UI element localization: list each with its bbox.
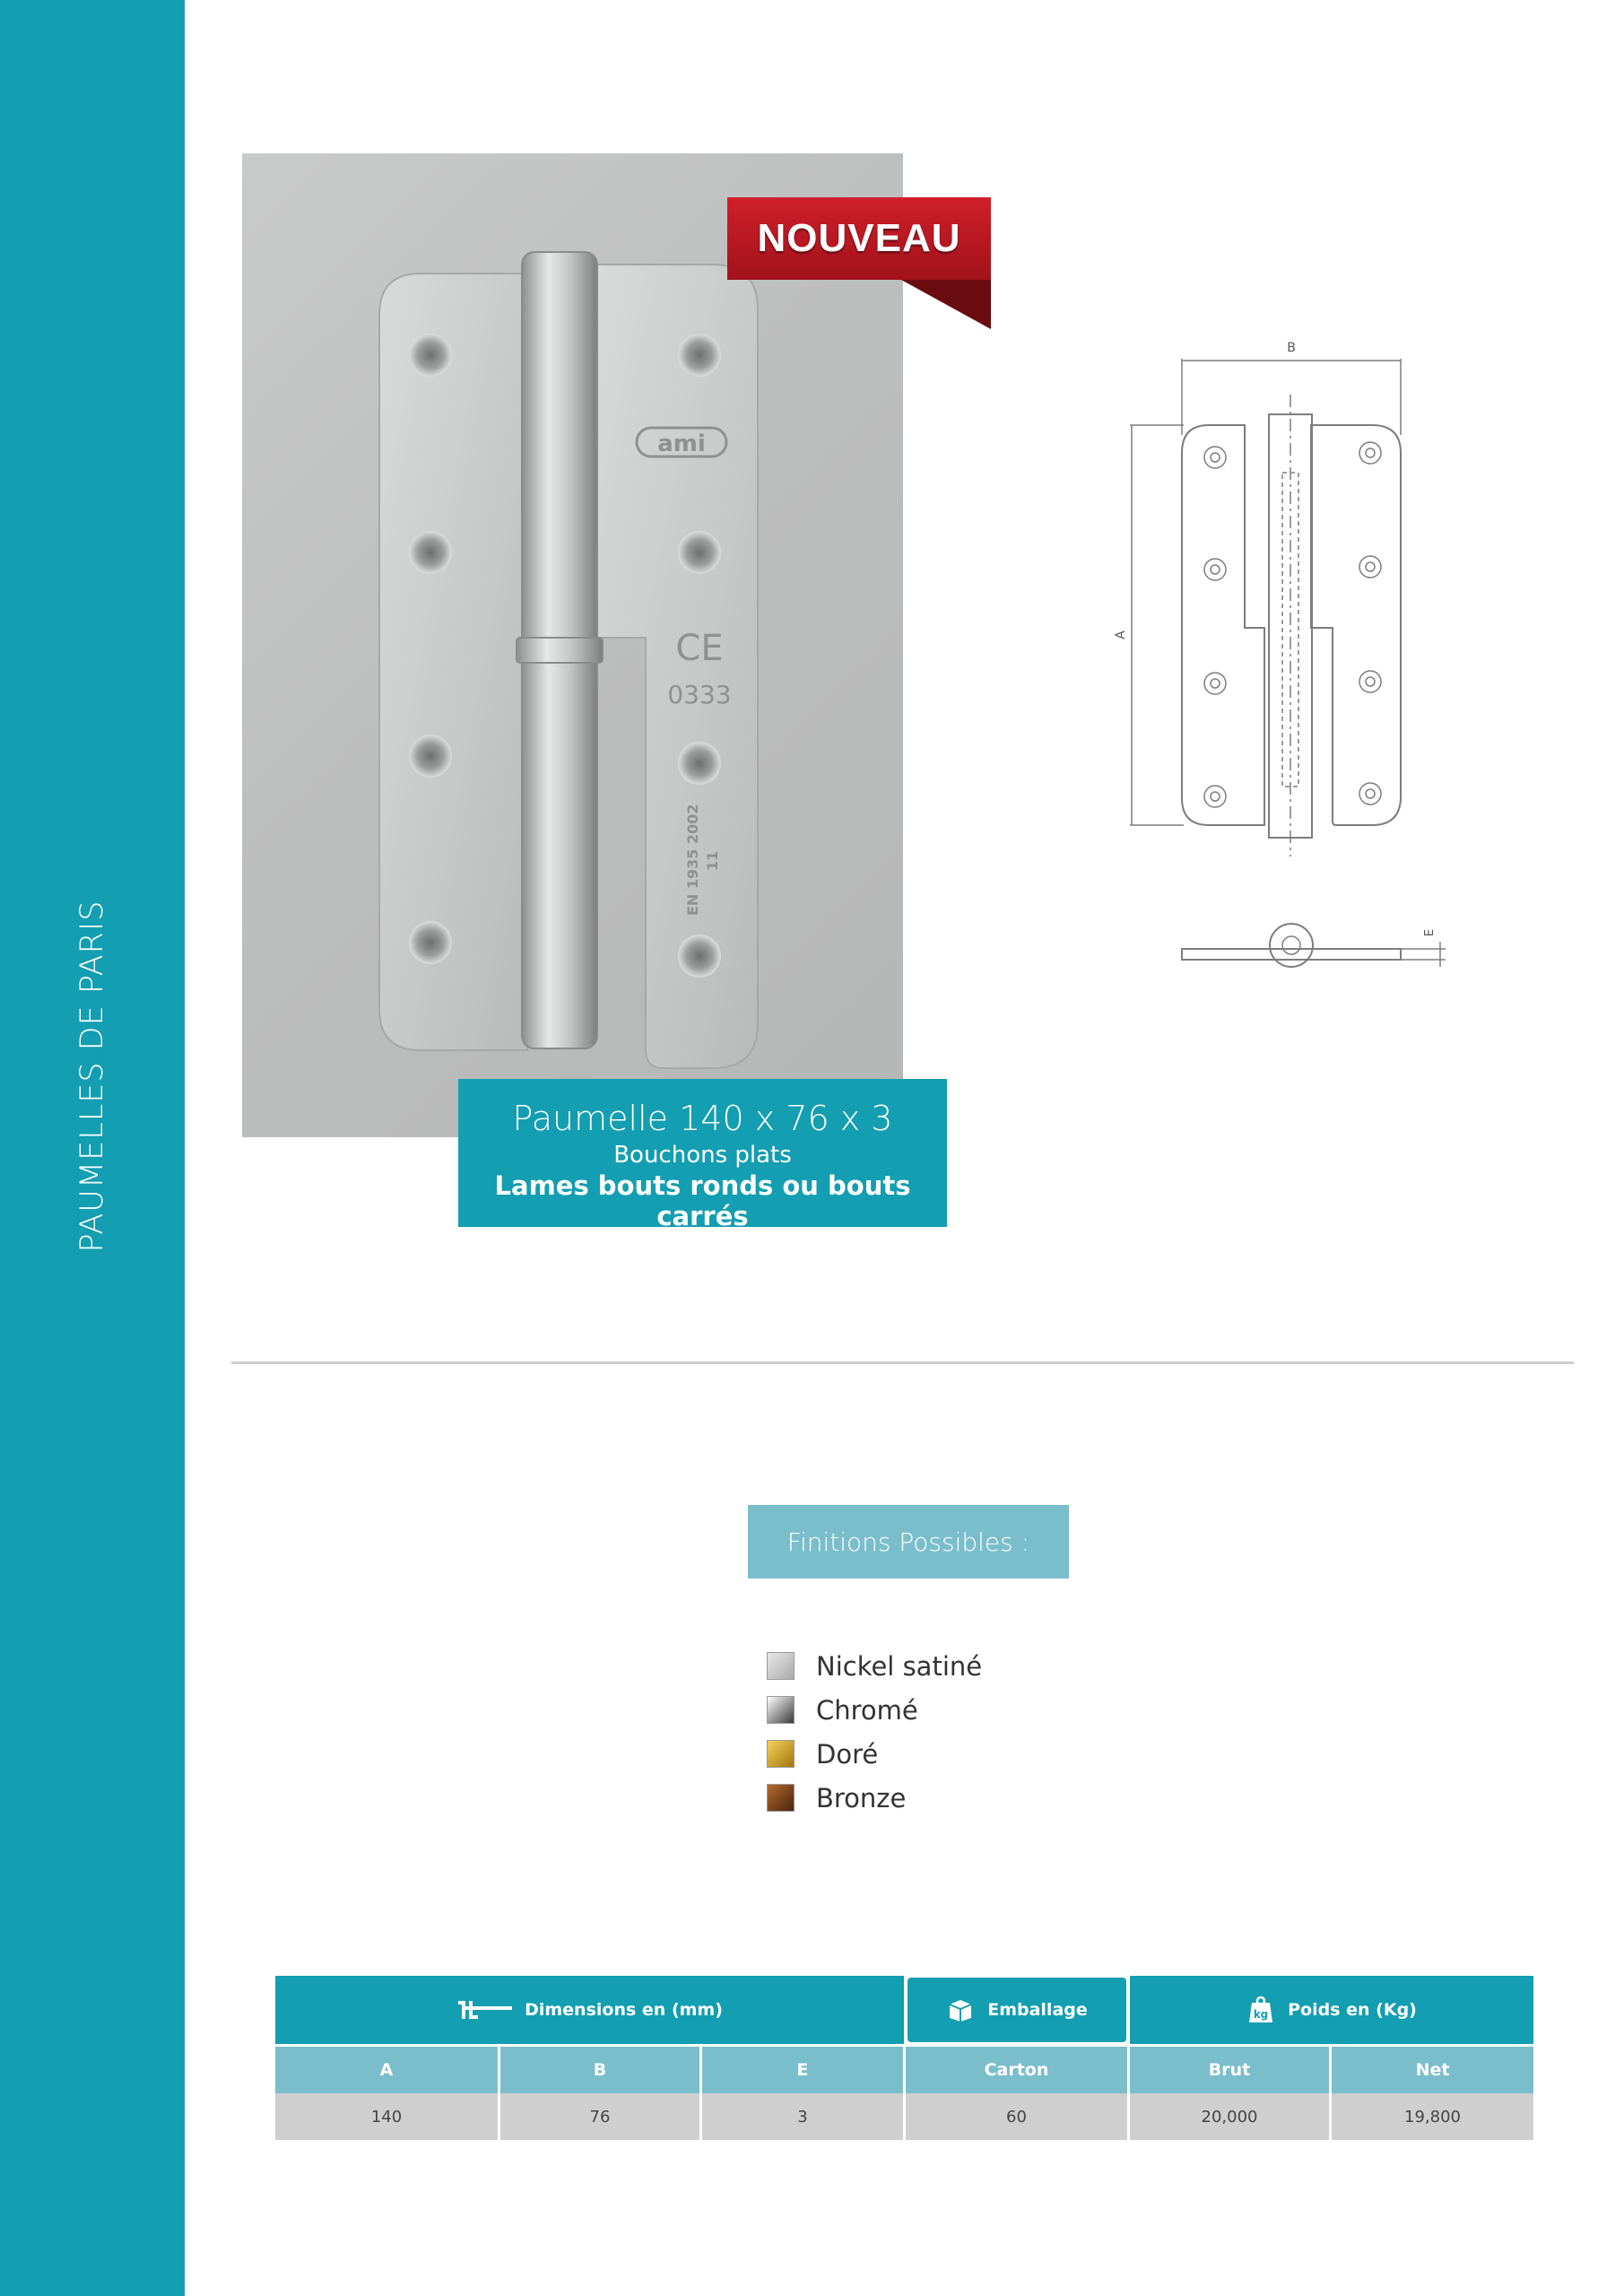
- table-cell: 3: [702, 2093, 906, 2140]
- dimension-label-b: B: [1287, 341, 1296, 355]
- finish-list: [767, 1644, 982, 1820]
- group-dimensions-label: Dimensions en (mm): [525, 2000, 723, 2020]
- svg-text:kg: kg: [1253, 2008, 1269, 2021]
- group-packaging: [906, 1976, 1128, 2044]
- finish-swatch-chrome: [767, 1696, 795, 1724]
- finish-item: [767, 1644, 982, 1688]
- drawing-leaf-left: [1182, 425, 1264, 825]
- standard-text-line2: 11: [704, 850, 721, 871]
- product-caption: [458, 1079, 947, 1231]
- finish-swatch-gold: [767, 1740, 795, 1768]
- finitions-heading: Finitions Possibles :: [748, 1505, 1069, 1578]
- column-header: A: [275, 2047, 500, 2093]
- product-detail: Lames bouts ronds ou bouts carrés: [494, 1170, 911, 1231]
- sidebar-title: PAUMELLES DE PARIS: [74, 900, 110, 1253]
- new-badge: [727, 197, 991, 332]
- screw-hole-icon: [678, 935, 721, 978]
- cert-number-text: 0333: [667, 680, 732, 709]
- screw-hole-icon: [409, 531, 452, 574]
- drawing-leaf-right: [1311, 425, 1401, 825]
- finish-swatch-nickel: [767, 1652, 795, 1680]
- screw-hole-icon: [678, 742, 721, 785]
- table-cell: 140: [275, 2093, 500, 2140]
- new-badge-fold: [901, 280, 991, 329]
- column-header: Net: [1332, 2047, 1533, 2093]
- table-cell: 20,000: [1130, 2093, 1332, 2140]
- column-header: B: [500, 2047, 702, 2093]
- sidebar: [0, 0, 185, 2296]
- table-row: [275, 2093, 1533, 2140]
- box-icon: [946, 1997, 975, 2022]
- dimension-label-e: E: [1423, 928, 1437, 937]
- drawing-holes: [1204, 442, 1381, 807]
- column-header: Carton: [906, 2047, 1130, 2093]
- drawing-section-pin: [1282, 936, 1300, 954]
- group-packaging-label: Emballage: [987, 2000, 1088, 2020]
- finish-label: Doré: [816, 1738, 879, 1770]
- screw-hole-icon: [678, 334, 721, 377]
- standard-text-line1: EN 1935 2002: [684, 804, 701, 916]
- hinge-leaf-left: [379, 274, 527, 1050]
- weight-icon: [1246, 1996, 1275, 2024]
- table-cell: 19,800: [1332, 2093, 1533, 2140]
- column-header: E: [702, 2047, 906, 2093]
- finish-label: Bronze: [816, 1782, 907, 1813]
- new-badge-label: NOUVEAU: [727, 197, 991, 280]
- finish-item: [767, 1732, 982, 1776]
- screw-hole-icon: [409, 334, 452, 377]
- technical-drawing-svg: [1112, 332, 1471, 978]
- column-header: Brut: [1130, 2047, 1332, 2093]
- group-weight: [1130, 1976, 1533, 2044]
- group-dimensions: [275, 1976, 904, 2044]
- finish-label: Nickel satiné: [816, 1650, 983, 1682]
- screw-hole-icon: [409, 921, 452, 964]
- table-cell: 76: [500, 2093, 702, 2140]
- product-title: Paumelle 140 x 76 x 3: [512, 1099, 893, 1138]
- dimension-label-a: A: [1114, 631, 1128, 639]
- screw-hole-icon: [678, 531, 721, 574]
- spec-table: [275, 1976, 1533, 2126]
- screw-hole-icon: [409, 735, 452, 778]
- finish-item: [767, 1688, 982, 1732]
- finish-label: Chromé: [816, 1694, 918, 1726]
- technical-drawing: [1112, 332, 1471, 978]
- brand-mark-text: ami: [657, 430, 706, 457]
- hinge-knuckle-ring: [517, 638, 603, 663]
- section-divider: [231, 1361, 1574, 1364]
- table-column-header: [275, 2047, 1533, 2093]
- caliper-icon: [456, 1998, 512, 2022]
- table-cell: 60: [906, 2093, 1130, 2140]
- group-weight-label: Poids en (Kg): [1288, 2000, 1417, 2020]
- finish-swatch-bronze: [767, 1784, 795, 1812]
- table-group-header: [275, 1976, 1533, 2044]
- ce-mark-text: CE: [675, 628, 724, 669]
- finish-item: [767, 1776, 982, 1820]
- product-subtitle: Bouchons plats: [613, 1142, 792, 1169]
